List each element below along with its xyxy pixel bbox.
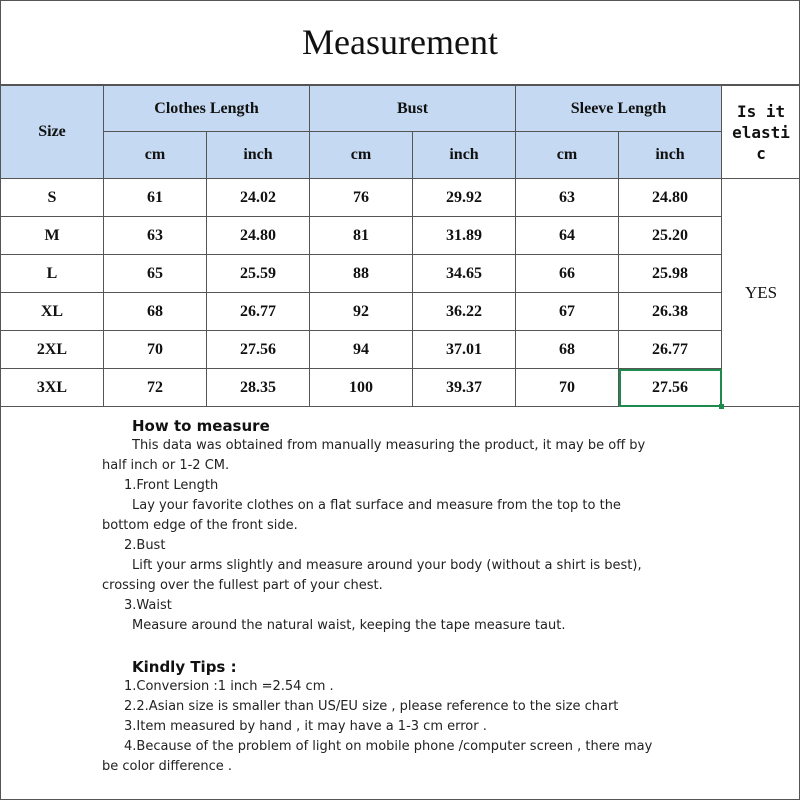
value-cell: 64 [516,217,619,255]
value-cell: 65 [104,255,207,293]
value-cell: 70 [516,369,619,407]
group-header-bust: Bust [310,86,516,132]
value-cell: 66 [516,255,619,293]
notes-section [102,416,702,777]
value-cell: 25.98 [619,255,722,293]
value-cell: 24.80 [207,217,310,255]
group-header-sleeve-length: Sleeve Length [516,86,722,132]
tips-heading: Kindly Tips : [132,658,237,676]
size-cell: L [1,255,104,293]
note-line: Lift your arms slightly and measure around your body (without a shirt is best), [132,558,642,573]
unit-header: inch [207,132,310,179]
note-line: Lay your favorite clothes on a flat surface and measure from the top to the [132,498,621,513]
value-cell: 27.56 [207,331,310,369]
value-cell: 67 [516,293,619,331]
tip-line: 4.Because of the problem of light on mobile phone /computer screen , there may [124,739,653,754]
value-cell: 36.22 [413,293,516,331]
value-cell: 70 [104,331,207,369]
note-line: Measure around the natural waist, keeping the tape measure taut. [132,618,566,633]
size-cell: 2XL [1,331,104,369]
note-line: bottom edge of the front side. [102,518,298,533]
table-row [1,179,800,217]
selected-cell-value: 27.56 [652,378,689,396]
unit-header: inch [413,132,516,179]
value-cell: 28.35 [207,369,310,407]
value-cell: 88 [310,255,413,293]
value-cell: 92 [310,293,413,331]
note-line: crossing over the fullest part of your chest. [102,578,383,593]
table-row [1,255,800,293]
size-chart-table [0,85,800,407]
value-cell: 26.77 [207,293,310,331]
unit-header: cm [104,132,207,179]
unit-header: cm [516,132,619,179]
how-to-heading: How to measure [132,417,270,435]
value-cell: 100 [310,369,413,407]
value-cell: 94 [310,331,413,369]
note-line: 3.Waist [124,598,172,613]
value-cell: 39.37 [413,369,516,407]
tip-line: 2.2.Asian size is smaller than US/EU size , please reference to the size chart [124,699,619,714]
size-cell: 3XL [1,369,104,407]
tip-line: 1.Conversion :1 inch =2.54 cm . [124,679,334,694]
value-cell: 81 [310,217,413,255]
size-header: Size [1,86,104,179]
value-cell: 26.77 [619,331,722,369]
note-line: 1.Front Length [124,478,219,493]
size-cell: XL [1,293,104,331]
value-cell: 63 [516,179,619,217]
note-line: half inch or 1-2 CM. [102,458,230,473]
value-cell: 76 [310,179,413,217]
table-row [1,331,800,369]
note-line: This data was obtained from manually measuring the product, it may be off by [132,438,646,453]
page-title: Measurement [0,0,800,85]
value-cell: 61 [104,179,207,217]
value-cell: 63 [104,217,207,255]
elastic-header: Is it elastic [722,86,800,179]
unit-header: cm [310,132,413,179]
note-line: 2.Bust [124,538,166,553]
unit-header: inch [619,132,722,179]
tip-line: 3.Item measured by hand , it may have a 1-3 cm error . [124,719,487,734]
group-header-clothes-length: Clothes Length [104,86,310,132]
value-cell: 24.02 [207,179,310,217]
value-cell: 34.65 [413,255,516,293]
value-cell: 37.01 [413,331,516,369]
value-cell: 24.80 [619,179,722,217]
table-row [1,217,800,255]
size-cell: S [1,179,104,217]
size-cell: M [1,217,104,255]
table-row [1,293,800,331]
value-cell: 26.38 [619,293,722,331]
value-cell: 25.20 [619,217,722,255]
value-cell: 68 [104,293,207,331]
value-cell: 29.92 [413,179,516,217]
value-cell: 31.89 [413,217,516,255]
elastic-value: YES [722,179,800,407]
table-row [1,369,800,407]
value-cell: 68 [516,331,619,369]
value-cell: 25.59 [207,255,310,293]
fill-handle[interactable] [719,404,724,409]
tip-line: be color difference . [102,759,233,774]
value-cell: 72 [104,369,207,407]
spacer [102,636,702,657]
selected-cell[interactable] [619,369,722,407]
